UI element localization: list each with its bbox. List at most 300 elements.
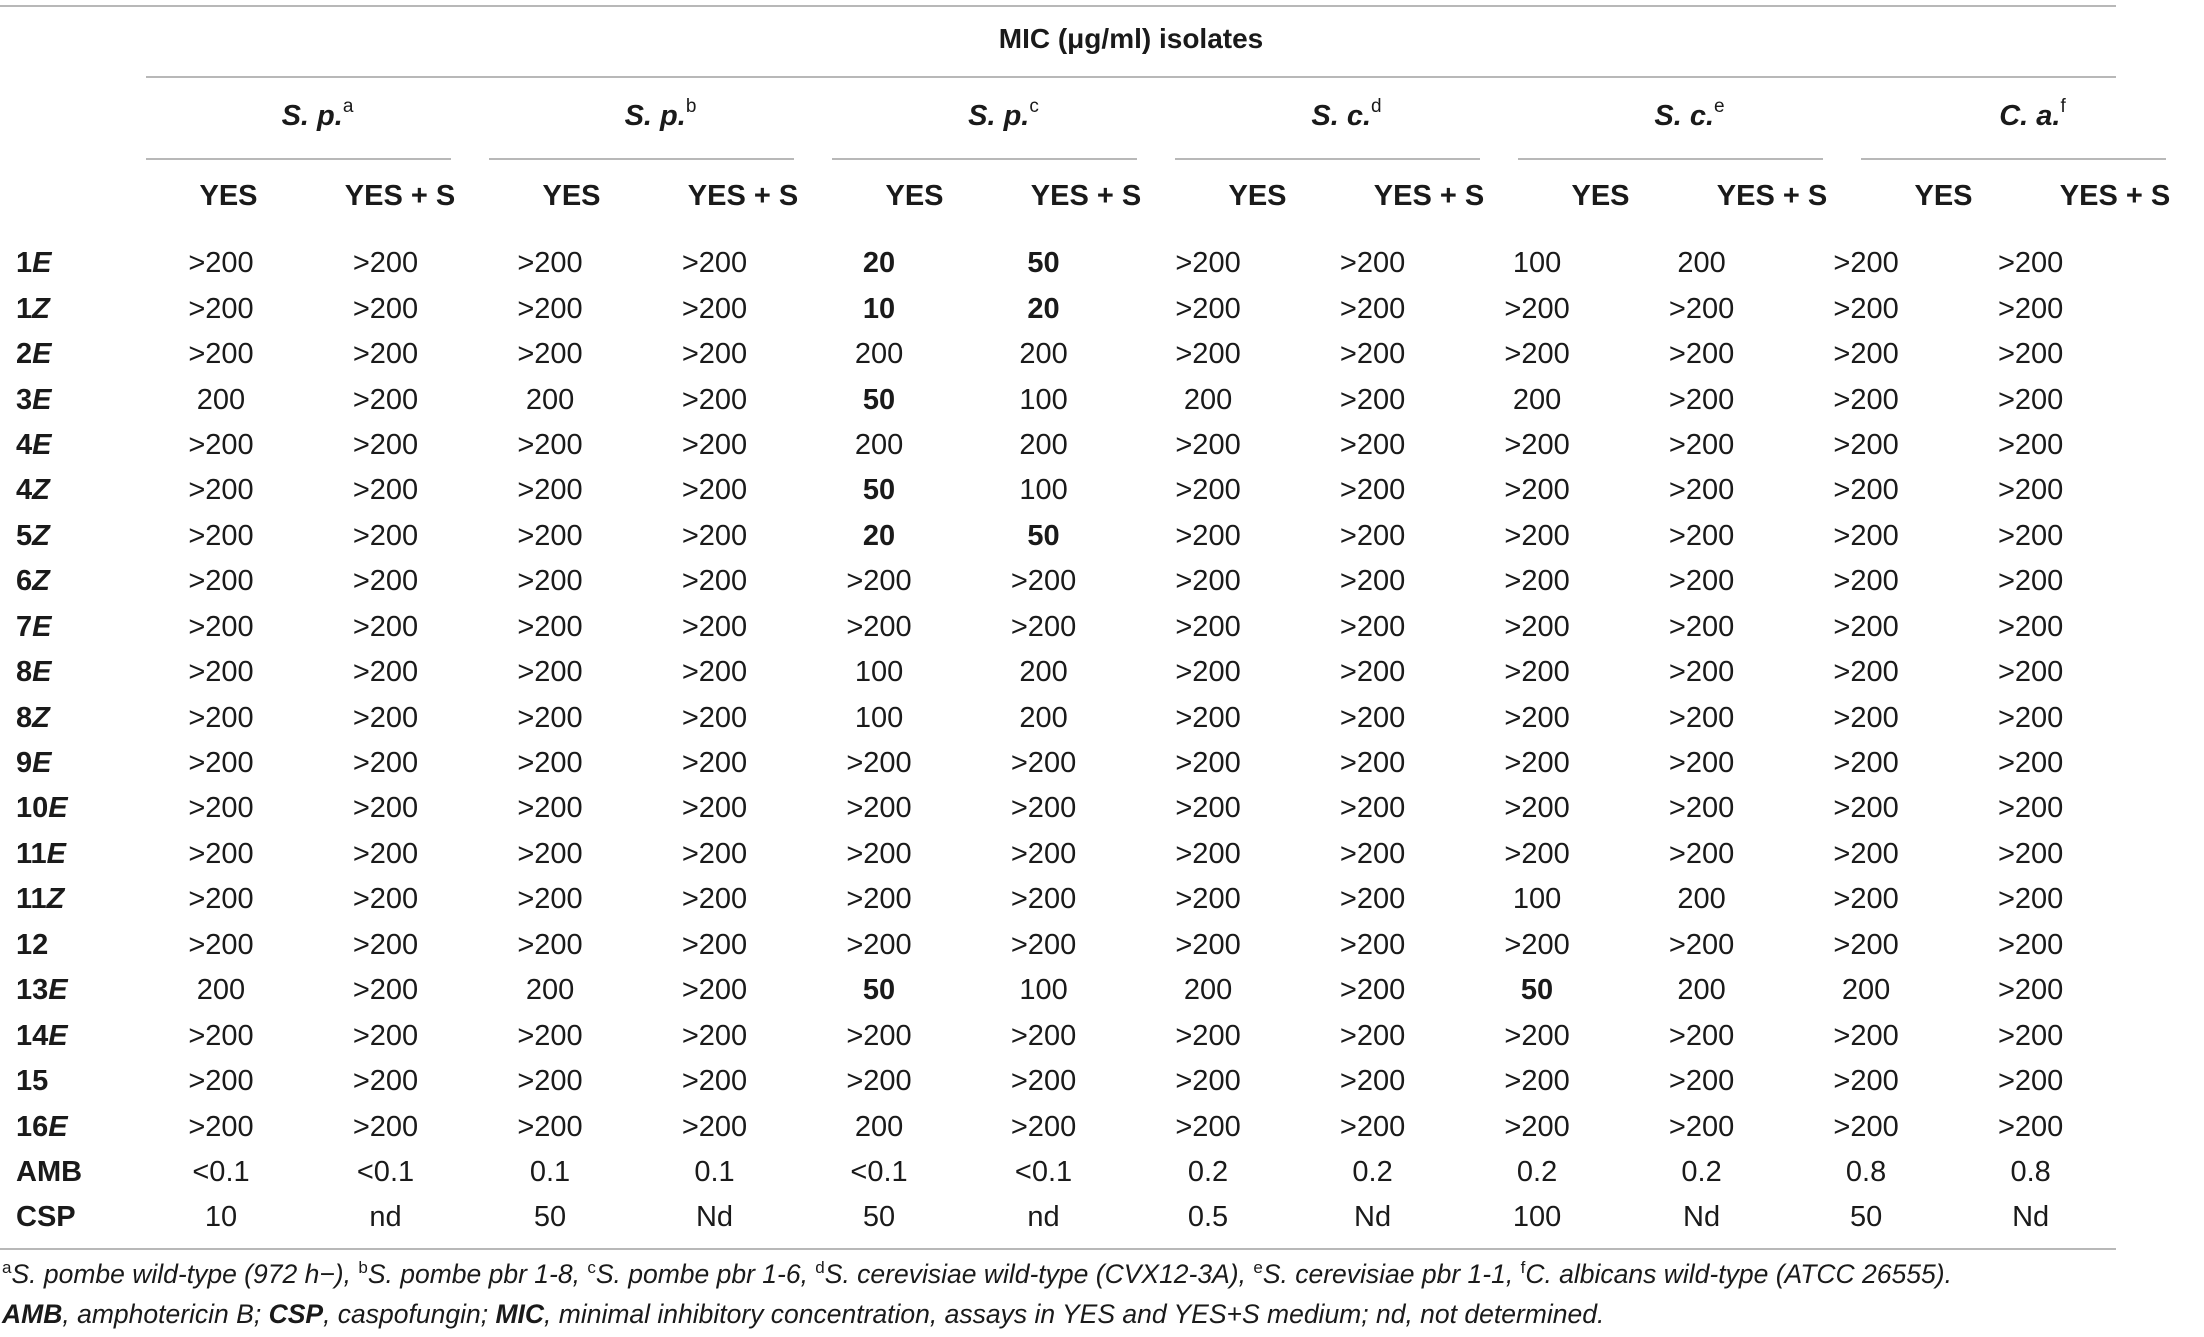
- mic-value: >200: [681, 1110, 748, 1143]
- mic-value: >200: [188, 338, 254, 371]
- isomer-suffix: E: [48, 792, 68, 825]
- mic-value: >200: [1339, 792, 1406, 825]
- footnote-abbreviations: [2, 1294, 2112, 1334]
- mic-value: >200: [846, 1065, 912, 1098]
- compound-label: [0, 786, 142, 831]
- mic-value: 50: [1027, 247, 1060, 280]
- mic-value: nd: [369, 1201, 402, 1234]
- mic-value: 100: [1512, 883, 1562, 916]
- mic-value: 100: [1019, 974, 1068, 1007]
- mic-value: nd: [1027, 1201, 1060, 1234]
- mic-value: >200: [188, 792, 254, 825]
- table-row: [0, 923, 2116, 968]
- compound-label: [0, 468, 142, 513]
- mic-value: >200: [1833, 656, 1899, 689]
- footnote-text: , amphotericin B;: [62, 1299, 269, 1329]
- mic-value: 50: [533, 1201, 567, 1234]
- mic-value: >200: [1833, 519, 1899, 552]
- mic-value: >200: [517, 610, 583, 643]
- mic-value: >200: [1504, 292, 1570, 325]
- mic-value: >200: [1504, 928, 1570, 961]
- mic-value: >200: [1339, 701, 1406, 734]
- compound-number: AMB: [16, 1155, 83, 1188]
- mic-value: >200: [681, 792, 748, 825]
- mic-value: >200: [1833, 247, 1899, 280]
- mic-value: 0.2: [1516, 1155, 1558, 1188]
- mic-value: >200: [681, 565, 748, 598]
- footnote-text: S. cerevisiae pbr 1-1,: [1262, 1259, 1521, 1289]
- group-underline: [1175, 158, 1480, 160]
- mic-value: >200: [1339, 974, 1406, 1007]
- footnote-species: [2, 1254, 2112, 1294]
- mic-value: >200: [1175, 928, 1241, 961]
- table-row: [0, 1059, 2116, 1104]
- table-row: [0, 741, 2116, 786]
- compound-label: [0, 877, 142, 922]
- mic-value: 50: [1027, 519, 1060, 552]
- mic-value: >200: [188, 610, 254, 643]
- mic-value: 200: [1019, 656, 1068, 689]
- footnote-text: S. pombe wild-type (972 h−),: [11, 1259, 359, 1289]
- mic-value: >200: [1175, 1065, 1241, 1098]
- compound-number: 5: [16, 519, 33, 552]
- mic-value: 10: [862, 292, 896, 325]
- mic-value: >200: [352, 1065, 419, 1098]
- footnote-mark: c: [587, 1258, 596, 1278]
- group-underline: [832, 158, 1137, 160]
- column-header: YES + S: [1030, 180, 1142, 212]
- mic-value: >200: [517, 1065, 583, 1098]
- mic-value: >200: [681, 747, 748, 780]
- mic-value: >200: [1175, 565, 1241, 598]
- footnote-mark: e: [1714, 96, 1725, 118]
- mic-value: >200: [1668, 610, 1735, 643]
- table-top-rule: [0, 5, 2116, 7]
- isomer-suffix: Z: [32, 519, 50, 552]
- footnote-mark: f: [1520, 1258, 1526, 1278]
- table-row: [0, 605, 2116, 650]
- footnote-mark: f: [2060, 96, 2066, 118]
- mic-value: >200: [681, 928, 748, 961]
- footnote-text: , minimal inhibitory concentration, assays in YES and YES+S medium; nd, not determined.: [544, 1299, 1605, 1329]
- mic-value: 100: [854, 656, 904, 689]
- mic-table: [0, 241, 2116, 1241]
- mic-value: >200: [1997, 338, 2064, 371]
- compound-number: 2: [16, 338, 33, 371]
- mic-value: >200: [1997, 792, 2064, 825]
- mic-value: >200: [1339, 837, 1406, 870]
- mic-value: >200: [1339, 747, 1406, 780]
- mic-value: >200: [1833, 883, 1899, 916]
- mic-value: Nd: [1354, 1201, 1392, 1234]
- mic-value: >200: [1175, 292, 1241, 325]
- table-row: [0, 786, 2116, 831]
- compound-label: [0, 1059, 142, 1104]
- compound-label: [0, 332, 142, 377]
- mic-value: >200: [1997, 656, 2064, 689]
- mic-value: >200: [352, 837, 419, 870]
- footnote-text: S. pombe pbr 1-8,: [367, 1259, 588, 1289]
- mic-value: 0.1: [529, 1155, 571, 1188]
- compound-number: 6: [16, 565, 33, 598]
- mic-value: >200: [352, 247, 419, 280]
- column-header: YES: [1571, 180, 1630, 212]
- mic-value: 20: [862, 247, 896, 280]
- mic-value: >200: [1997, 474, 2064, 507]
- compound-number: 3: [16, 383, 33, 416]
- mic-value: >200: [1010, 565, 1077, 598]
- mic-value: >200: [1339, 292, 1406, 325]
- mic-value: >200: [1833, 747, 1899, 780]
- compound-number: 9: [16, 747, 33, 780]
- mic-value: 0.2: [1681, 1155, 1722, 1188]
- mic-value: >200: [681, 883, 748, 916]
- mic-value: 200: [1019, 428, 1068, 461]
- mic-value: >200: [1833, 928, 1899, 961]
- mic-value: >200: [188, 656, 254, 689]
- mic-value: >200: [352, 292, 419, 325]
- mic-value: >200: [352, 974, 419, 1007]
- mic-value: >200: [1833, 1110, 1899, 1143]
- footnote-mark: a: [342, 96, 354, 118]
- mic-value: >200: [188, 292, 254, 325]
- compound-number: 11: [16, 883, 47, 916]
- mic-value: >200: [352, 792, 419, 825]
- mic-value: >200: [1997, 292, 2064, 325]
- mic-value: >200: [1010, 1110, 1077, 1143]
- group-header-b: [489, 97, 832, 135]
- mic-value: >200: [517, 792, 583, 825]
- compound-number: 4: [16, 428, 33, 461]
- table-row: [0, 423, 2116, 468]
- mic-value: 100: [1512, 1201, 1562, 1234]
- mic-value: >200: [517, 928, 583, 961]
- mic-value: 200: [196, 383, 246, 416]
- mic-value: >200: [188, 1110, 254, 1143]
- mic-value: >200: [188, 928, 254, 961]
- mic-value: >200: [352, 747, 419, 780]
- column-header: YES: [1914, 180, 1973, 212]
- mic-value: 200: [1019, 701, 1068, 734]
- mic-value: >200: [681, 974, 748, 1007]
- mic-value: Nd: [1683, 1201, 1721, 1234]
- mic-value: >200: [1668, 1019, 1735, 1052]
- mic-value: >200: [1010, 792, 1077, 825]
- mic-value: >200: [1504, 1110, 1570, 1143]
- mic-value: >200: [681, 837, 748, 870]
- mic-value: >200: [1504, 338, 1570, 371]
- group-label-text: S. c.: [1311, 100, 1372, 132]
- mic-value: >200: [681, 474, 748, 507]
- footnote-mark: b: [358, 1258, 368, 1278]
- mic-value: 50: [1849, 1201, 1883, 1234]
- abbreviation: MIC: [495, 1299, 545, 1329]
- mic-value: >200: [1668, 428, 1735, 461]
- mic-value: >200: [1668, 837, 1735, 870]
- compound-label: [0, 1104, 142, 1149]
- compound-number: 8: [16, 656, 33, 689]
- compound-number: 7: [16, 610, 33, 643]
- column-header: YES + S: [687, 180, 799, 212]
- mic-value: >200: [846, 1019, 912, 1052]
- mic-value: >200: [352, 928, 419, 961]
- mic-value: Nd: [2012, 1201, 2050, 1234]
- mic-value: 0.2: [1352, 1155, 1393, 1188]
- compound-number: 12: [16, 928, 49, 961]
- mic-value: 200: [1183, 974, 1233, 1007]
- compound-number: 13: [16, 974, 49, 1007]
- mic-value: >200: [517, 701, 583, 734]
- mic-value: 200: [1677, 883, 1726, 916]
- mic-value: <0.1: [1014, 1155, 1073, 1188]
- footnote-text: , caspofungin;: [323, 1299, 496, 1329]
- isomer-suffix: E: [32, 656, 52, 689]
- table-row: [0, 514, 2116, 559]
- table-row: [0, 332, 2116, 377]
- isomer-suffix: Z: [32, 701, 50, 734]
- column-header: YES: [1228, 180, 1287, 212]
- column-header: YES + S: [2059, 180, 2171, 212]
- mic-value: 200: [525, 974, 575, 1007]
- mic-value: >200: [352, 565, 419, 598]
- compound-label: [0, 423, 142, 468]
- mic-value: >200: [1339, 656, 1406, 689]
- isomer-suffix: Z: [46, 883, 65, 916]
- compound-label: [0, 559, 142, 604]
- mic-value: >200: [352, 383, 419, 416]
- compound-label: [0, 605, 142, 650]
- table-row: [0, 832, 2116, 877]
- mic-value: >200: [681, 1019, 748, 1052]
- mic-value: 0.5: [1187, 1201, 1229, 1234]
- mic-value: 0.1: [694, 1155, 735, 1188]
- mic-value: >200: [1668, 928, 1735, 961]
- group-label-text: S. c.: [1654, 100, 1715, 132]
- mic-value: 100: [1019, 383, 1068, 416]
- footnote-text: S. pombe pbr 1-6,: [595, 1259, 816, 1289]
- table-row: [0, 1150, 2116, 1195]
- mic-value: >200: [846, 792, 912, 825]
- mic-value: >200: [188, 1065, 254, 1098]
- mic-value: >200: [1504, 474, 1570, 507]
- footnote-text: C. albicans wild-type (ATCC 26555).: [1525, 1259, 1952, 1289]
- mic-value: >200: [517, 1110, 583, 1143]
- footnote-mark: c: [1029, 96, 1039, 118]
- group-label-text: S. p.: [968, 100, 1030, 132]
- table-row: [0, 695, 2116, 740]
- mic-value: >200: [846, 565, 912, 598]
- mic-value: >200: [1668, 1065, 1735, 1098]
- compound-label: [0, 1195, 142, 1240]
- table-row: [0, 377, 2116, 422]
- mic-value: >200: [1504, 1019, 1570, 1052]
- mic-value: >200: [846, 883, 912, 916]
- compound-label: [0, 650, 142, 695]
- mic-value: >200: [188, 519, 254, 552]
- compound-label: [0, 923, 142, 968]
- group-underline: [489, 158, 794, 160]
- mic-value: >200: [1833, 701, 1899, 734]
- table-row: [0, 559, 2116, 604]
- footnote-mark: d: [1371, 96, 1382, 118]
- mic-value: >200: [681, 701, 748, 734]
- mic-value: >200: [1504, 519, 1570, 552]
- column-header: YES: [542, 180, 601, 212]
- mic-value: >200: [517, 883, 583, 916]
- mic-value: >200: [1339, 565, 1406, 598]
- mic-value: 20: [1027, 292, 1060, 325]
- mic-value: >200: [1010, 928, 1077, 961]
- isomer-suffix: E: [32, 338, 52, 371]
- isomer-suffix: E: [32, 383, 52, 416]
- mic-value: >200: [352, 338, 419, 371]
- mic-value: 50: [862, 474, 896, 507]
- mic-value: 200: [1019, 338, 1068, 371]
- compound-label: [0, 741, 142, 786]
- mic-value: >200: [1997, 1110, 2064, 1143]
- mic-value: >200: [1833, 383, 1899, 416]
- mic-value: >200: [1997, 747, 2064, 780]
- mic-value: >200: [1175, 1110, 1241, 1143]
- mic-value: >200: [1175, 883, 1241, 916]
- mic-value: >200: [352, 610, 419, 643]
- compound-number: 15: [16, 1065, 49, 1098]
- column-header: YES: [199, 180, 258, 212]
- isomer-suffix: E: [32, 747, 52, 780]
- mic-value: >200: [352, 1019, 419, 1052]
- mic-value: 100: [1019, 474, 1068, 507]
- mic-value: 0.8: [1845, 1155, 1887, 1188]
- compound-number: 4: [16, 474, 33, 507]
- compound-number: 8: [16, 701, 33, 734]
- mic-value: >200: [1504, 747, 1570, 780]
- mic-value: 50: [862, 1201, 896, 1234]
- mic-value: 200: [196, 974, 246, 1007]
- mic-value: >200: [1010, 1019, 1077, 1052]
- footnote-text: S. cerevisiae wild-type (CVX12-3A),: [824, 1259, 1254, 1289]
- group-underline: [146, 158, 451, 160]
- mic-value: 100: [854, 701, 904, 734]
- mic-value: >200: [1833, 837, 1899, 870]
- mic-value: >200: [1010, 747, 1077, 780]
- mic-value: >200: [1339, 1065, 1406, 1098]
- table-row: [0, 286, 2116, 331]
- mic-value: >200: [1668, 474, 1735, 507]
- mic-value: >200: [1833, 292, 1899, 325]
- footnote-mark: a: [2, 1258, 12, 1278]
- mic-value: >200: [188, 474, 254, 507]
- table-bottom-rule: [0, 1248, 2116, 1250]
- group-header-d: [1175, 97, 1518, 135]
- compound-label: [0, 968, 142, 1013]
- footnote-mark: d: [815, 1258, 825, 1278]
- compound-number: 10: [16, 792, 49, 825]
- mic-value: >200: [517, 338, 583, 371]
- mic-value: >200: [1668, 383, 1735, 416]
- compound-number: 1: [16, 292, 33, 325]
- group-underline: [1518, 158, 1823, 160]
- mic-value: >200: [1833, 565, 1899, 598]
- group-header-f: [1861, 97, 2204, 135]
- mic-value: >200: [1997, 247, 2064, 280]
- compound-number: CSP: [16, 1201, 76, 1234]
- compound-number: 1: [16, 247, 33, 280]
- column-header: YES + S: [1373, 180, 1485, 212]
- mic-value: >200: [517, 837, 583, 870]
- mic-value: 200: [854, 1110, 904, 1143]
- mic-value: >200: [517, 565, 583, 598]
- isomer-suffix: E: [48, 974, 68, 1007]
- mic-value: >200: [188, 1019, 254, 1052]
- isomer-suffix: E: [32, 428, 52, 461]
- mic-value: >200: [1668, 338, 1735, 371]
- mic-value: 50: [862, 974, 896, 1007]
- mic-value: >200: [1997, 383, 2064, 416]
- mic-value: >200: [1997, 1019, 2064, 1052]
- mic-value: >200: [1504, 837, 1570, 870]
- abbreviation: AMB: [2, 1299, 63, 1329]
- mic-value: <0.1: [192, 1155, 250, 1188]
- compound-number: 11: [16, 837, 47, 870]
- mic-value: >200: [1339, 338, 1406, 371]
- group-label-text: C. a.: [1999, 100, 2061, 132]
- mic-value: >200: [1010, 610, 1077, 643]
- mic-value: >200: [1833, 474, 1899, 507]
- mic-value: >200: [517, 656, 583, 689]
- mic-value: >200: [1175, 474, 1241, 507]
- mic-value: >200: [1339, 883, 1406, 916]
- mic-value: >200: [1997, 1065, 2064, 1098]
- mic-value: 200: [525, 383, 575, 416]
- mic-value: >200: [188, 837, 254, 870]
- group-underline: [1861, 158, 2166, 160]
- mic-value: >200: [1668, 565, 1735, 598]
- table-row: [0, 1195, 2116, 1240]
- mic-value: >200: [1175, 428, 1241, 461]
- group-header-c: [832, 97, 1175, 135]
- table-row: [0, 241, 2116, 286]
- compound-label: [0, 695, 142, 740]
- compound-label: [0, 514, 142, 559]
- mic-value: >200: [352, 519, 419, 552]
- mic-value: >200: [681, 428, 748, 461]
- mic-value: 200: [1183, 383, 1233, 416]
- mic-value: >200: [352, 656, 419, 689]
- isomer-suffix: Z: [32, 474, 50, 507]
- isomer-suffix: E: [48, 1110, 68, 1143]
- mic-value: 200: [1841, 974, 1891, 1007]
- mic-value: >200: [846, 928, 912, 961]
- mic-value: >200: [517, 292, 583, 325]
- mic-value: <0.1: [850, 1155, 908, 1188]
- abbreviation: CSP: [268, 1299, 324, 1329]
- mic-value: >200: [1010, 883, 1077, 916]
- mic-value: 50: [1520, 974, 1554, 1007]
- table-title: MIC (μg/ml) isolates: [998, 23, 1264, 54]
- isomer-suffix: Z: [32, 565, 50, 598]
- mic-value: >200: [1997, 701, 2064, 734]
- mic-value: >200: [1833, 1065, 1899, 1098]
- mic-value: >200: [1833, 1019, 1899, 1052]
- mic-value: >200: [188, 883, 254, 916]
- compound-label: [0, 286, 142, 331]
- mic-value: >200: [681, 656, 748, 689]
- compound-label: [0, 832, 142, 877]
- mic-value: >200: [1339, 928, 1406, 961]
- mic-value: >200: [1668, 1110, 1735, 1143]
- compound-label: [0, 1013, 142, 1058]
- mic-value: >200: [188, 701, 254, 734]
